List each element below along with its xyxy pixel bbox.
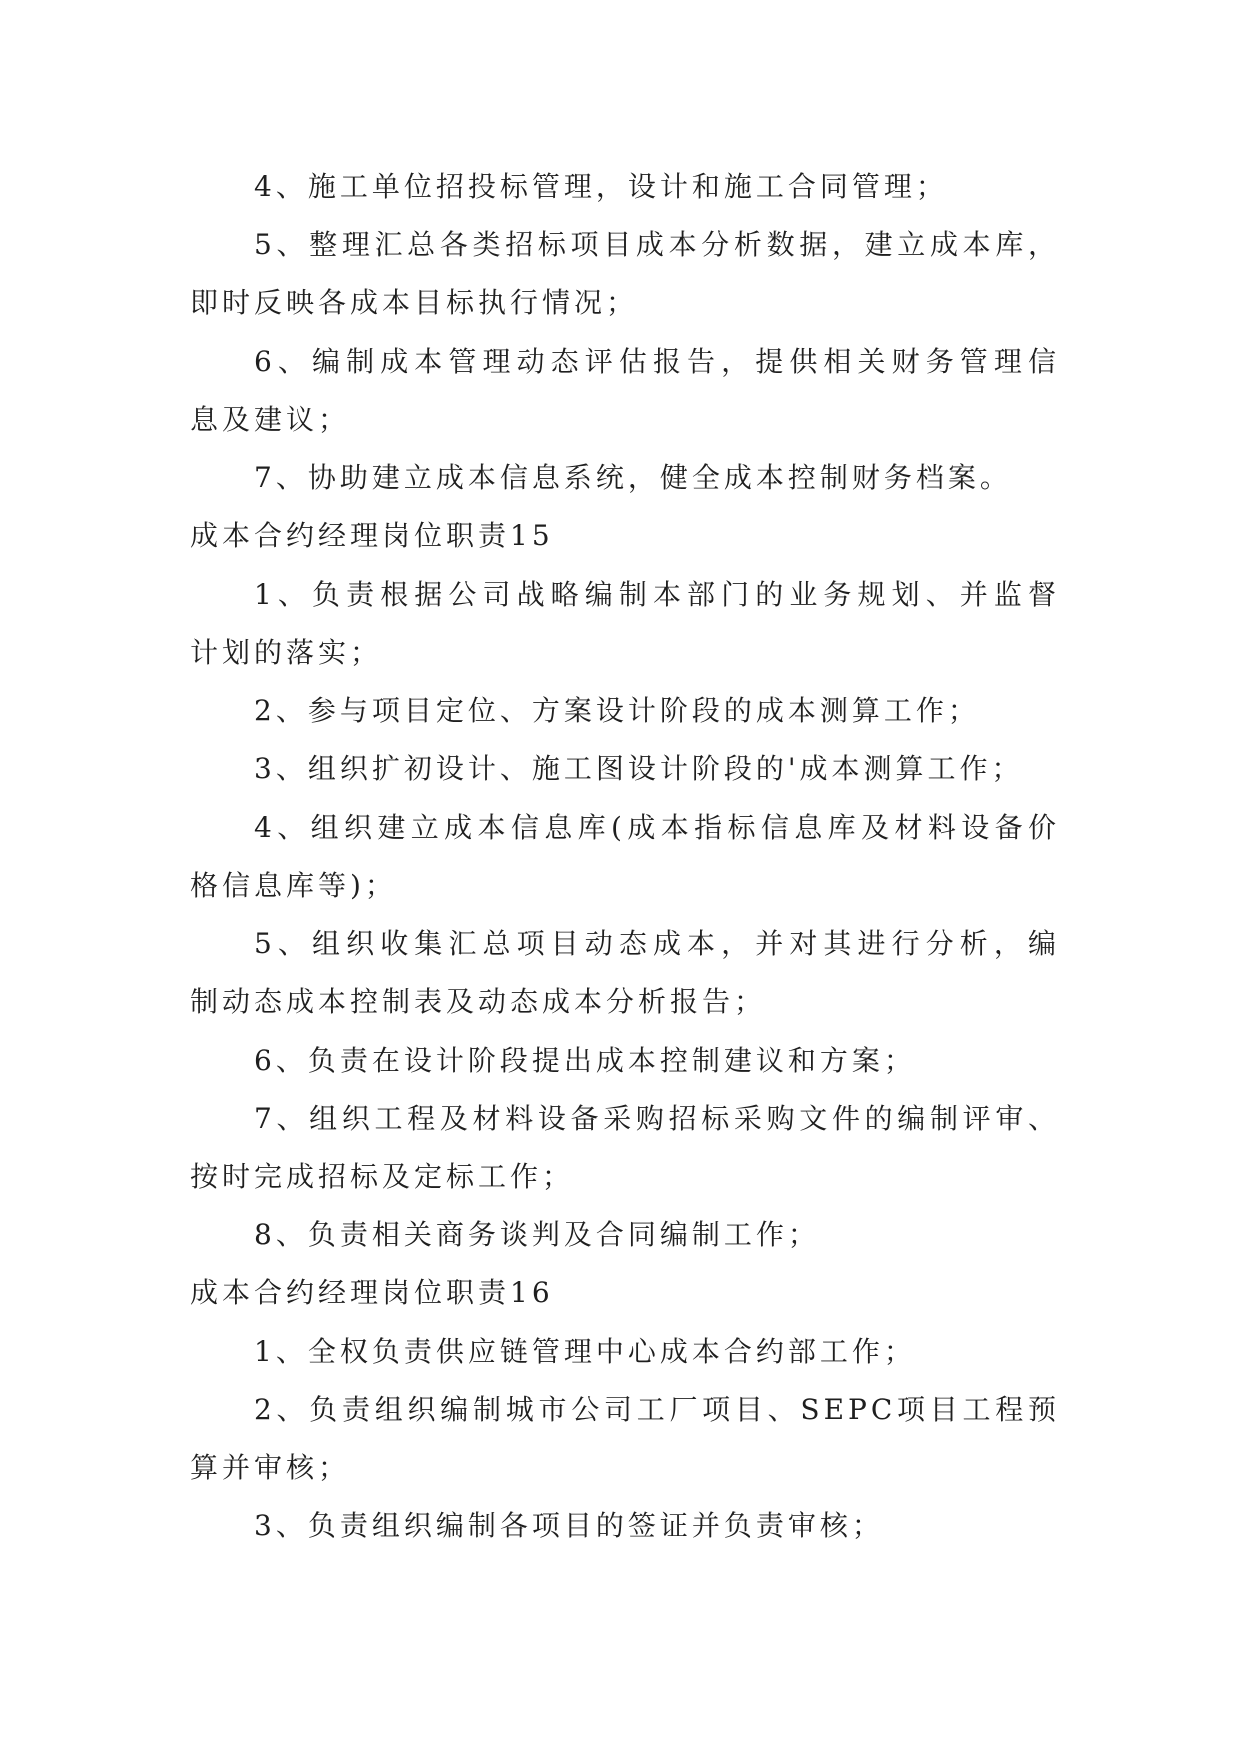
section-heading: 成本合约经理岗位职责15	[190, 519, 554, 553]
list-item-line: 格信息库等)；	[190, 868, 397, 902]
list-item-line: 4、施工单位招投标管理，设计和施工合同管理；	[254, 170, 948, 203]
document-body	[190, 158, 1060, 1556]
list-item	[190, 682, 1060, 740]
list-item-line: 1、负责根据公司战略编制本部门的业务规划、并监督	[254, 577, 1060, 611]
duty-section	[190, 507, 1060, 1264]
list-item	[190, 740, 1060, 798]
list-item-line: 即时反映各成本目标执行情况；	[190, 286, 639, 320]
list-item-line: 6、负责在设计阶段提出成本控制建议和方案；	[254, 1043, 916, 1077]
list-item-line: 1、全权负责供应链管理中心成本合约部工作；	[254, 1334, 916, 1368]
list-item-line: 3、负责组织编制各项目的签证并负责审核；	[254, 1509, 884, 1543]
list-item-line: 算并审核；	[190, 1451, 351, 1485]
list-item-line: 7、组织工程及材料设备采购招标采购文件的编制评审、	[254, 1101, 1060, 1135]
list-item	[190, 915, 1060, 1031]
list-item-line: 2、参与项目定位、方案设计阶段的成本测算工作；	[254, 694, 980, 728]
list-item	[190, 333, 1060, 449]
list-item	[190, 566, 1060, 682]
list-item-line: 制动态成本控制表及动态成本分析报告；	[190, 985, 767, 1019]
section-heading: 成本合约经理岗位职责16	[190, 1276, 554, 1310]
list-item	[190, 216, 1060, 332]
list-item-line: 6、编制成本管理动态评估报告，提供相关财务管理信	[254, 344, 1060, 378]
list-item	[190, 1497, 1060, 1555]
list-item-line: 2、负责组织编制城市公司工厂项目、SEPC项目工程预	[254, 1392, 1060, 1426]
list-item-line: 息及建议；	[190, 402, 351, 436]
list-item	[190, 1090, 1060, 1206]
continued-list	[190, 158, 1060, 507]
list-item	[190, 1323, 1060, 1381]
list-item	[190, 1206, 1060, 1264]
list-item	[190, 1381, 1060, 1497]
list-item	[190, 158, 1060, 216]
duty-section	[190, 1264, 1060, 1555]
list-item	[190, 799, 1060, 915]
list-item-line: 按时完成招标及定标工作；	[190, 1159, 575, 1193]
list-item-line: 7、协助建立成本信息系统，健全成本控制财务档案。	[254, 461, 1012, 495]
list-item-line: 4、组织建立成本信息库(成本指标信息库及材料设备价	[254, 810, 1060, 844]
list-item-line: 8、负责相关商务谈判及合同编制工作；	[254, 1218, 820, 1252]
list-item-line: 计划的落实；	[190, 635, 383, 669]
list-item	[190, 449, 1060, 507]
list-item-line: 3、组织扩初设计、施工图设计阶段的'成本测算工作；	[254, 752, 1024, 786]
list-item-line: 5、组织收集汇总项目动态成本，并对其进行分析，编	[254, 927, 1060, 961]
list-item	[190, 1032, 1060, 1090]
list-item-line: 5、整理汇总各类招标项目成本分析数据，建立成本库，	[254, 228, 1060, 262]
